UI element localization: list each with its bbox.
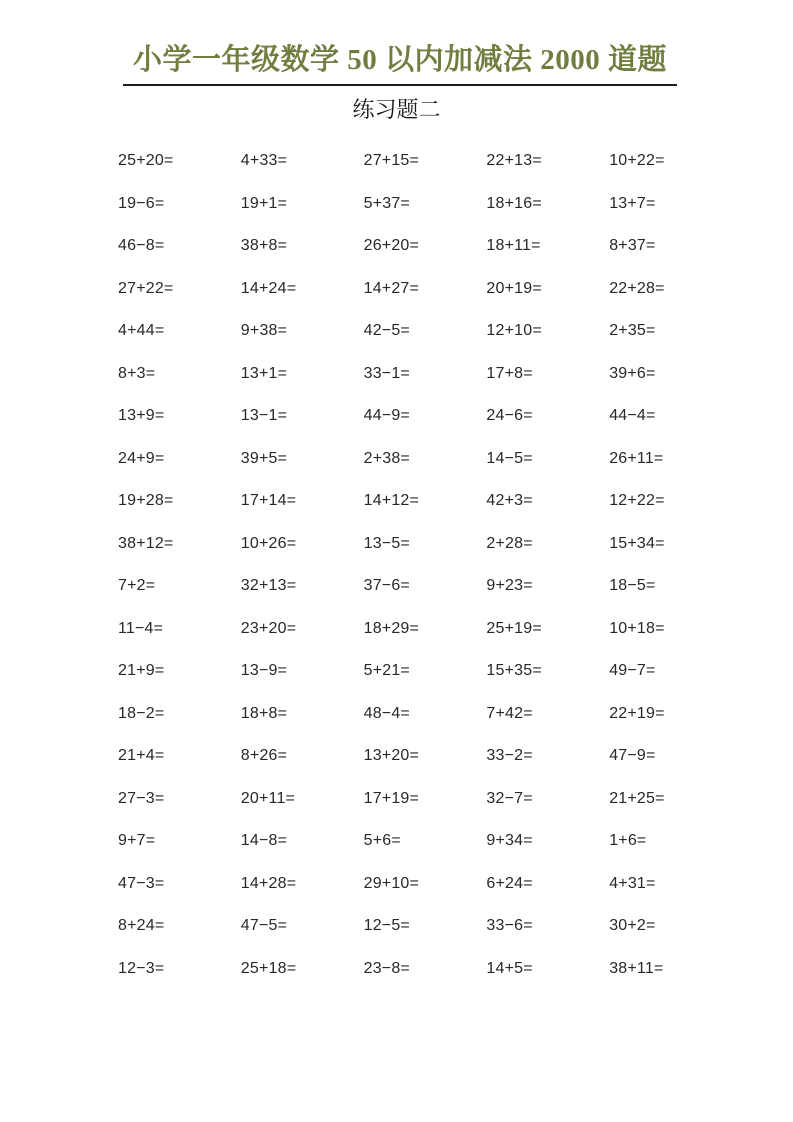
problem-cell: 32+13=	[240, 577, 297, 595]
problem-cell: 17+8=	[486, 364, 533, 382]
page-title: 小学一年级数学 50 以内加减法 2000 道题	[132, 44, 667, 76]
problem-cell: 18−5=	[609, 577, 656, 595]
problem-cell: 44−4=	[609, 407, 656, 425]
problem-cell: 44−9=	[363, 407, 410, 425]
problem-cell: 19−6=	[118, 194, 165, 212]
problem-cell: 12+10=	[486, 322, 542, 340]
problem-cell: 14−5=	[486, 449, 533, 467]
problem-cell: 25+19=	[486, 619, 542, 637]
problem-cell: 18+29=	[363, 619, 420, 637]
problem-cell: 13+7=	[609, 194, 656, 212]
problem-cell: 32−7=	[486, 789, 533, 807]
problem-cell: 21+4=	[118, 747, 165, 765]
problem-cell: 33−1=	[363, 364, 410, 382]
problem-cell: 33−6=	[486, 917, 533, 935]
problem-cell: 42+3=	[486, 492, 533, 510]
problem-cell: 13−1=	[240, 407, 288, 425]
problem-cell: 14+28=	[240, 874, 297, 892]
problem-cell: 33−2=	[486, 747, 533, 765]
problem-cell: 17+19=	[363, 789, 420, 807]
problem-cell: 19+1=	[240, 194, 288, 212]
problem-cell: 20+19=	[486, 279, 542, 297]
problem-cell: 39+5=	[240, 449, 288, 467]
problem-cell: 18+8=	[240, 704, 288, 722]
problem-cell: 2+35=	[609, 322, 656, 340]
problem-cell: 30+2=	[609, 917, 656, 935]
problem-cell: 29+10=	[363, 874, 420, 892]
problem-cell: 47−3=	[118, 874, 165, 892]
problem-cell: 46−8=	[118, 237, 165, 255]
problem-cell: 49−7=	[609, 662, 656, 680]
problem-cell: 8+24=	[118, 917, 165, 935]
problem-cell: 15+34=	[609, 534, 665, 552]
problem-cell: 7+42=	[486, 704, 533, 722]
problem-cell: 12+22=	[609, 492, 665, 510]
problem-cell: 22+13=	[486, 152, 542, 170]
problem-cell: 4+33=	[240, 152, 288, 170]
problem-cell: 13−9=	[240, 662, 288, 680]
problem-cell: 27−3=	[118, 789, 165, 807]
problem-cell: 6+24=	[486, 874, 533, 892]
problem-cell: 25+18=	[240, 959, 297, 977]
problem-cell: 21+25=	[609, 789, 665, 807]
problem-cell: 9+23=	[486, 577, 533, 595]
problem-cell: 10+26=	[240, 534, 297, 552]
problem-cell: 4+44=	[118, 322, 165, 340]
problem-cell: 9+38=	[240, 322, 288, 340]
problem-cell: 11−4=	[118, 619, 164, 637]
problem-cell: 24+9=	[118, 449, 165, 467]
problem-cell: 5+21=	[363, 662, 410, 680]
problem-cell: 15+35=	[486, 662, 542, 680]
problem-cell: 12−5=	[363, 917, 410, 935]
problem-cell: 8+37=	[609, 237, 656, 255]
problem-cell: 9+34=	[486, 832, 533, 850]
problem-cell: 47−9=	[609, 747, 656, 765]
problem-cell: 13+9=	[118, 407, 165, 425]
problem-cell: 19+28=	[118, 492, 174, 510]
problem-cell: 27+22=	[118, 279, 174, 297]
problem-cell: 14+24=	[240, 279, 297, 297]
problem-cell: 21+9=	[118, 662, 165, 680]
problem-cell: 38+8=	[240, 237, 288, 255]
problem-cell: 37−6=	[363, 577, 410, 595]
problem-cell: 24−6=	[486, 407, 533, 425]
problem-cell: 9+7=	[118, 832, 156, 850]
problem-cell: 7+2=	[118, 577, 156, 595]
problem-cell: 2+38=	[363, 449, 410, 467]
problem-cell: 12−3=	[118, 959, 165, 977]
problem-cell: 8+3=	[118, 364, 156, 382]
title-block	[123, 44, 677, 86]
problem-cell: 10+18=	[609, 619, 665, 637]
problem-cell: 22+19=	[609, 704, 665, 722]
problem-cell: 10+22=	[609, 152, 665, 170]
problem-cell: 38+11=	[609, 959, 664, 977]
problem-cell: 14+5=	[486, 959, 533, 977]
problem-cell: 23+20=	[240, 619, 297, 637]
page-subtitle: 练习题二	[352, 97, 441, 122]
problem-cell: 26+20=	[363, 237, 420, 255]
problem-cell: 18+11=	[486, 237, 541, 255]
problem-cell: 8+26=	[240, 747, 288, 765]
problem-cell: 13−5=	[363, 534, 410, 552]
problem-cell: 18−2=	[118, 704, 165, 722]
problem-cell: 5+37=	[363, 194, 410, 212]
problem-cell: 39+6=	[609, 364, 656, 382]
problem-cell: 2+28=	[486, 534, 533, 552]
problem-cell: 4+31=	[609, 874, 656, 892]
problem-cell: 23−8=	[363, 959, 410, 977]
problem-cell: 26+11=	[609, 449, 664, 467]
problem-cell: 1+6=	[609, 832, 647, 850]
problem-cell: 48−4=	[363, 704, 410, 722]
problem-cell: 38+12=	[118, 534, 174, 552]
problem-cell: 17+14=	[240, 492, 297, 510]
problem-cell: 18+16=	[486, 194, 542, 212]
problem-grid	[118, 140, 732, 990]
problem-cell: 22+28=	[609, 279, 665, 297]
problem-cell: 14+12=	[363, 492, 420, 510]
problem-cell: 42−5=	[363, 322, 410, 340]
problem-cell: 5+6=	[363, 832, 401, 850]
problem-cell: 14+27=	[363, 279, 420, 297]
problem-cell: 27+15=	[363, 152, 420, 170]
problem-cell: 13+1=	[240, 364, 288, 382]
problem-cell: 47−5=	[240, 917, 288, 935]
problem-cell: 14−8=	[240, 832, 288, 850]
problem-cell: 13+20=	[363, 747, 420, 765]
problem-cell: 25+20=	[118, 152, 174, 170]
problem-cell: 20+11=	[240, 789, 296, 807]
